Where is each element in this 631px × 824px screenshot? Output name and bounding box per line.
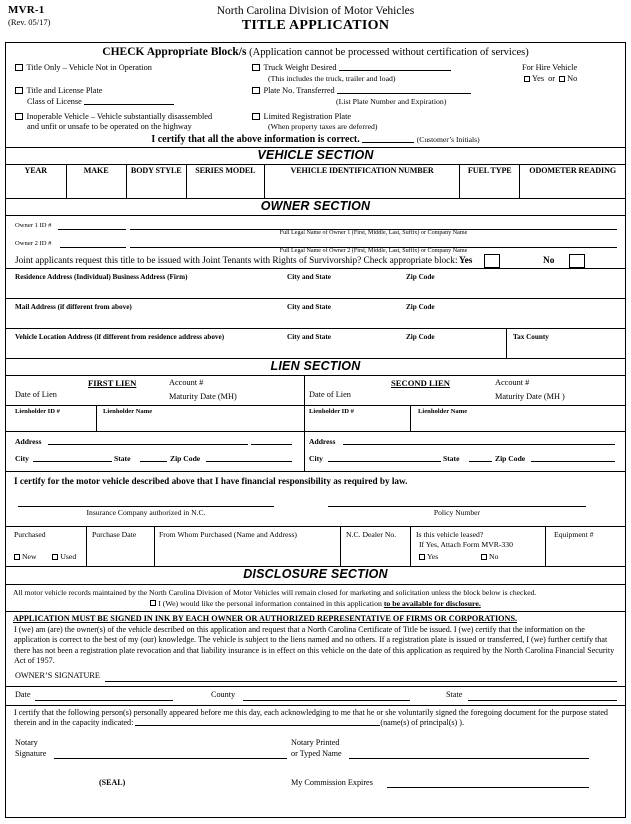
notary-typed-name-label: or Typed Name bbox=[291, 748, 342, 758]
leased-yes-label: Yes bbox=[427, 552, 439, 562]
for-hire-vehicle-title bbox=[522, 63, 577, 73]
option-plate-transferred[interactable] bbox=[252, 86, 471, 96]
option-limited-registration-plate-label: Limited Registration Plate bbox=[263, 112, 352, 121]
policy-number-caption: Policy Number bbox=[433, 508, 481, 518]
first-lien-state-input[interactable] bbox=[140, 461, 167, 462]
tax-county-label: Tax County bbox=[513, 333, 549, 342]
class-of-license-row[interactable] bbox=[27, 97, 174, 107]
for-hire-no-label: No bbox=[567, 74, 578, 83]
vehicle-location-address-label: Vehicle Location Address (if different from residence address above) bbox=[15, 333, 225, 342]
insurance-company-input[interactable] bbox=[18, 506, 274, 507]
notary-block bbox=[6, 734, 625, 796]
commission-expires-label: My Commission Expires bbox=[291, 777, 373, 787]
owner1-id-input[interactable] bbox=[58, 229, 126, 230]
purchase-details-row bbox=[6, 527, 625, 567]
form-title-block bbox=[0, 0, 631, 34]
checkbox-joint-no[interactable] bbox=[569, 254, 585, 268]
column-odometer-reading: ODOMETER READING bbox=[529, 166, 617, 176]
mail-address-label: Mail Address (if different from above) bbox=[15, 303, 132, 312]
purchase-date-label: Purchase Date bbox=[92, 530, 137, 540]
checkbox-purchased-new[interactable] bbox=[14, 554, 20, 560]
owner-section-title: OWNER SECTION bbox=[6, 199, 625, 216]
disclosure-block bbox=[6, 585, 625, 612]
second-lien-city-label: City bbox=[309, 454, 323, 464]
policy-number-input[interactable] bbox=[328, 506, 586, 507]
joint-tenants-question: Joint applicants request this title to be issued with Joint Tenants with Rights of Survivorship? Check appropriate block: bbox=[15, 256, 458, 267]
cell-series-model[interactable] bbox=[186, 176, 264, 198]
checkbox-purchased-used[interactable] bbox=[52, 554, 58, 560]
lienholder-row bbox=[6, 405, 625, 432]
class-of-license-input[interactable] bbox=[84, 97, 174, 105]
cell-body-style[interactable] bbox=[126, 176, 186, 198]
second-lien-address-label: Address bbox=[309, 437, 336, 447]
checkbox-truck-weight-desired[interactable] bbox=[252, 64, 260, 72]
owner1-id-label: Owner 1 ID # bbox=[15, 222, 52, 230]
first-lien-heading: FIRST LIEN bbox=[88, 378, 137, 389]
limited-registration-note bbox=[268, 122, 378, 132]
lien-section-title: LIEN SECTION bbox=[6, 359, 625, 376]
nc-dealer-no-label: N.C. Dealer No. bbox=[346, 530, 397, 540]
vehicle-leased-question: Is this vehicle leased? bbox=[416, 530, 484, 540]
for-hire-vehicle-label: For Hire Vehicle bbox=[522, 63, 578, 72]
checkbox-plate-no-transferred[interactable] bbox=[252, 87, 260, 95]
second-lienholder-id-label: Lienholder ID # bbox=[309, 408, 354, 416]
disclosure-statement: All motor vehicle records maintained by the North Carolina Division of Motor Vehicles will remain closed for marketing and solicitation unless the block below is checked. bbox=[13, 587, 537, 597]
first-lien-city-input[interactable] bbox=[33, 461, 112, 462]
mail-city-state-label: City and State bbox=[287, 303, 331, 312]
option-limited-registration-plate[interactable] bbox=[252, 112, 351, 122]
purchased-new-label: New bbox=[22, 552, 37, 562]
form-revision: (Rev. 05/17) bbox=[8, 17, 51, 27]
check-block-heading-rest: (Application cannot be processed without certification of services) bbox=[249, 47, 529, 58]
disclosure-optin-row[interactable] bbox=[13, 599, 618, 608]
cell-make[interactable] bbox=[66, 176, 126, 198]
certify-above-information-row bbox=[6, 133, 625, 148]
purchase-divider-4 bbox=[410, 527, 411, 566]
joint-no-label: No bbox=[543, 256, 555, 267]
column-make: MAKE bbox=[66, 165, 126, 176]
plate-transferred-note bbox=[336, 97, 446, 107]
vehicle-table-wrap bbox=[6, 165, 625, 199]
vehicle-section-title: VEHICLE SECTION bbox=[6, 148, 625, 165]
form-code: MVR-1 bbox=[8, 4, 45, 16]
residence-zip-label: Zip Code bbox=[406, 273, 435, 282]
second-lienholder-name-label: Lienholder Name bbox=[418, 408, 468, 416]
option-inoperable-vehicle[interactable] bbox=[15, 112, 212, 122]
from-whom-purchased-label: From Whom Purchased (Name and Address) bbox=[159, 530, 297, 540]
plate-transferred-note-label: (List Plate Number and Expiration) bbox=[336, 97, 447, 106]
purchase-divider-5 bbox=[545, 527, 546, 566]
residence-city-state-label: City and State bbox=[287, 273, 331, 282]
column-body-style: BODY STYLE bbox=[126, 165, 186, 176]
first-lien-zip-label: Zip Code bbox=[170, 454, 201, 464]
checkbox-leased-no[interactable] bbox=[481, 554, 487, 560]
checkbox-for-hire-no[interactable] bbox=[559, 76, 565, 82]
agency-name: North Carolina Division of Motor Vehicles bbox=[216, 5, 415, 17]
financial-responsibility-statement: I certify for the motor vehicle described above that I have financial responsibility as required by law. bbox=[14, 476, 408, 487]
notary-printed-name-input[interactable] bbox=[349, 758, 589, 759]
checkbox-inoperable-vehicle[interactable] bbox=[15, 113, 23, 121]
first-lien-date-label: Date of Lien bbox=[15, 390, 57, 400]
first-lien-address-input-2[interactable] bbox=[251, 444, 292, 445]
for-hire-or-label: or bbox=[548, 74, 556, 83]
financial-responsibility-block bbox=[6, 472, 625, 527]
date-label: Date bbox=[15, 689, 31, 699]
leased-no-label: No bbox=[489, 552, 499, 562]
vehicle-table-entry-row bbox=[6, 176, 625, 198]
for-hire-vehicle-choices[interactable] bbox=[524, 74, 577, 84]
first-lien-account-label: Account # bbox=[169, 378, 204, 388]
vehicle-location-address-row[interactable] bbox=[6, 329, 625, 359]
second-lien-state-input[interactable] bbox=[469, 461, 492, 462]
cell-fuel-type[interactable] bbox=[460, 176, 520, 198]
form-header bbox=[0, 0, 631, 40]
limited-registration-note-label: (When property taxes are deferred) bbox=[268, 122, 378, 131]
column-year: YEAR bbox=[6, 165, 66, 176]
option-inoperable-vehicle-sub bbox=[27, 122, 192, 132]
check-block-heading bbox=[6, 43, 625, 61]
second-lien-account-label: Account # bbox=[495, 378, 530, 388]
cell-vin[interactable] bbox=[264, 176, 459, 198]
vehicle-location-zip-label: Zip Code bbox=[406, 333, 435, 342]
second-lien-address-input[interactable] bbox=[343, 444, 615, 445]
owner-certification-legal-text: I (we) am (are) the owner(s) of the vehicle described on this application and request that a North Carolina Certificate of Title be issued. I (we) certify that the information on the application is correct to the best of my (our) knowledge. The vehicle is subject to the liens named and no others. If a registration plate is issued or transferred, I (we) further certify that there has not been a registration plate revocation and that liability insurance is in effect on this vehicle on the date of this application as required by the North Carolina Financial Security Act of 1957. bbox=[14, 624, 615, 666]
for-hire-yes-label: Yes bbox=[532, 74, 545, 83]
purchased-used-label: Used bbox=[60, 552, 77, 562]
certify-above-information-text: I certify that all the above information is correct. bbox=[151, 134, 360, 145]
state-label: State bbox=[446, 689, 463, 699]
second-lien-zip-input[interactable] bbox=[531, 461, 615, 462]
class-of-license-label: Class of License bbox=[27, 97, 82, 106]
principal-names-input[interactable] bbox=[135, 718, 380, 726]
checkbox-joint-yes[interactable] bbox=[484, 254, 500, 268]
application-must-be-signed-notice: APPLICATION MUST BE SIGNED IN INK BY EACH OWNER OR AUTHORIZED REPRESENTATIVE OF FIRMS OR CORPORATIONS. bbox=[13, 613, 518, 623]
second-lien-date-label: Date of Lien bbox=[309, 390, 351, 400]
option-inoperable-vehicle-label: Inoperable Vehicle – Vehicle substantially disassembled bbox=[26, 112, 213, 121]
equipment-number-label: Equipment # bbox=[554, 530, 594, 540]
county-input[interactable] bbox=[243, 700, 410, 701]
purchased-condition-choices[interactable] bbox=[14, 552, 76, 562]
second-lien-zip-label: Zip Code bbox=[495, 454, 526, 464]
notary-printed-label: Notary Printed bbox=[291, 737, 340, 747]
owner-identity-block bbox=[6, 216, 625, 269]
lien-column-divider bbox=[304, 376, 305, 405]
customer-initials-input[interactable] bbox=[362, 135, 414, 143]
purchase-divider-3 bbox=[340, 527, 341, 566]
date-county-state-row bbox=[6, 687, 625, 706]
tax-county-divider bbox=[506, 329, 507, 358]
purchase-divider-1 bbox=[86, 527, 87, 566]
notary-certification-text: I certify that the following person(s) personally appeared before me this day, each acknowledging to me that he or she voluntarily signed the foregoing document for the purpose stated therein and in the capacity indicated: bbox=[14, 707, 608, 728]
first-lien-maturity-label: Maturity Date (MH) bbox=[169, 392, 237, 402]
checkbox-leased-yes[interactable] bbox=[419, 554, 425, 560]
owners-signature-label: OWNER’S SIGNATURE bbox=[15, 670, 100, 680]
second-lienholder-divider bbox=[410, 406, 411, 431]
form-body-frame bbox=[5, 42, 626, 818]
checkbox-title-and-license-plate[interactable] bbox=[15, 87, 23, 95]
notary-signature-input[interactable] bbox=[54, 758, 287, 759]
vehicle-table-header-row bbox=[6, 165, 625, 176]
second-lien-maturity-label: Maturity Date (MH ) bbox=[495, 392, 565, 402]
form-identifier bbox=[8, 4, 50, 27]
option-truck-weight-label: Truck Weight Desired bbox=[263, 63, 337, 72]
checkbox-for-hire-yes[interactable] bbox=[524, 76, 530, 82]
vehicle-leased-choices[interactable] bbox=[419, 552, 498, 562]
column-vin: VEHICLE IDENTIFICATION NUMBER bbox=[264, 165, 459, 176]
notary-label: Notary bbox=[15, 737, 38, 747]
checkbox-available-for-disclosure[interactable] bbox=[150, 600, 156, 606]
owner2-name-caption: Full Legal Name of Owner 2 (First, Middle, Last, Suffix) or Company Name bbox=[279, 248, 468, 255]
option-title-and-license-plate[interactable] bbox=[15, 86, 102, 96]
option-title-only[interactable] bbox=[15, 63, 152, 73]
disclosure-optin-underline: to be available for disclosure. bbox=[383, 598, 481, 608]
option-plate-transferred-label: Plate No. Transferred bbox=[263, 86, 335, 95]
residence-address-label: Residence Address (Individual) Business Address (Firm) bbox=[15, 273, 188, 282]
mail-address-row[interactable] bbox=[6, 299, 625, 329]
column-fuel-type: FUEL TYPE bbox=[460, 165, 520, 176]
first-lien-address-label: Address bbox=[15, 437, 42, 447]
option-inoperable-vehicle-sub-label: and unfit or unsafe to be operated on the highway bbox=[27, 122, 192, 131]
second-lien-city-input[interactable] bbox=[328, 461, 441, 462]
cell-odometer-reading[interactable] bbox=[520, 176, 625, 198]
checkbox-limited-registration-plate[interactable] bbox=[252, 113, 260, 121]
mail-zip-label: Zip Code bbox=[406, 303, 435, 312]
page-title: TITLE APPLICATION bbox=[241, 18, 390, 33]
lien-row2-center-divider bbox=[304, 406, 305, 431]
date-input[interactable] bbox=[35, 700, 173, 701]
first-lien-city-label: City bbox=[15, 454, 29, 464]
second-lien-heading: SECOND LIEN bbox=[391, 378, 450, 389]
owners-signature-row bbox=[6, 670, 625, 687]
lien-address-row bbox=[6, 432, 625, 472]
owner1-name-caption: Full Legal Name of Owner 1 (First, Middle, Last, Suffix) or Company Name bbox=[279, 230, 468, 237]
joint-yes-label: Yes bbox=[459, 256, 473, 267]
notary-signature-label: Signature bbox=[15, 748, 47, 758]
checkbox-title-only[interactable] bbox=[15, 64, 23, 72]
owner2-id-input[interactable] bbox=[60, 247, 126, 248]
option-title-only-label: Title Only – Vehicle Not in Operation bbox=[26, 63, 152, 72]
lien-headers-block bbox=[6, 376, 625, 405]
cell-year[interactable] bbox=[6, 176, 66, 198]
truck-weight-input[interactable] bbox=[339, 63, 451, 71]
vehicle-leased-note: If Yes, Attach Form MVR-330 bbox=[419, 540, 513, 550]
notary-seal-label: (SEAL) bbox=[99, 777, 126, 787]
column-series-model: SERIES MODEL bbox=[186, 165, 264, 176]
first-lienholder-divider bbox=[96, 406, 97, 431]
check-block-heading-bold: CHECK Appropriate Block/s bbox=[102, 46, 247, 58]
state-input[interactable] bbox=[468, 700, 617, 701]
lien-row3-center-divider bbox=[304, 432, 305, 471]
notary-certification-text-block bbox=[6, 706, 625, 734]
first-lienholder-name-label: Lienholder Name bbox=[103, 408, 153, 416]
second-lien-state-label: State bbox=[443, 454, 460, 464]
check-block-options bbox=[6, 61, 625, 133]
county-label: County bbox=[211, 689, 236, 699]
truck-weight-note bbox=[268, 74, 396, 84]
first-lien-state-label: State bbox=[114, 454, 131, 464]
plate-no-transferred-input[interactable] bbox=[337, 86, 471, 94]
truck-weight-note-label: (This includes the truck, trailer and load) bbox=[268, 74, 396, 83]
first-lienholder-id-label: Lienholder ID # bbox=[15, 408, 60, 416]
option-title-and-license-plate-label: Title and License Plate bbox=[26, 86, 103, 95]
first-lien-address-input[interactable] bbox=[48, 444, 248, 445]
option-truck-weight[interactable] bbox=[252, 63, 451, 73]
insurance-company-caption: Insurance Company authorized in N.C. bbox=[86, 508, 206, 518]
purchased-label: Purchased bbox=[14, 530, 46, 540]
residence-address-row[interactable] bbox=[6, 269, 625, 299]
owner2-id-label: Owner 2 ID # bbox=[15, 240, 52, 248]
vehicle-location-city-state-label: City and State bbox=[287, 333, 331, 342]
first-lien-zip-input[interactable] bbox=[206, 461, 292, 462]
purchase-divider-2 bbox=[154, 527, 155, 566]
disclosure-section-title: DISCLOSURE SECTION bbox=[6, 567, 625, 584]
principal-names-caption: (name(s) of principal(s) ). bbox=[380, 718, 464, 728]
vehicle-table bbox=[6, 165, 625, 198]
owners-signature-input[interactable] bbox=[105, 681, 617, 682]
disclosure-optin-pre: I (We) would like the personal information contained in this application bbox=[158, 598, 384, 608]
customer-initials-caption: (Customer’s Initials) bbox=[416, 135, 480, 144]
commission-expires-input[interactable] bbox=[387, 787, 589, 788]
